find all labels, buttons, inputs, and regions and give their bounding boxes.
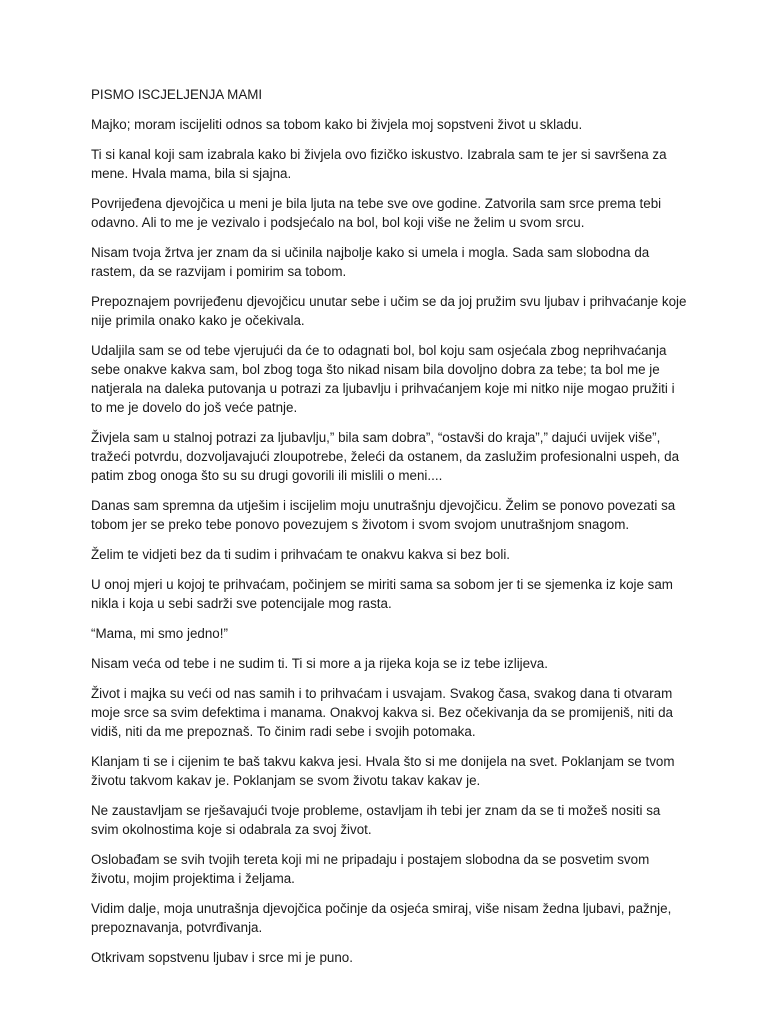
document-page <box>91 85 689 978</box>
paragraph: Udaljila sam se od tebe vjerujući da će to odagnati bol, bol koju sam osjećala zbog neprihvaćanja sebe onakve kakva sam, bol zbog toga što nikad nisam bila dovoljno dobra za tebe; ta bol me je natjerala na daleka putovanja u potrazi za ljubavlju i prihvaćanjem koje mi nitko nije mogao pružiti i to me je dovelo do još veće patnje. <box>91 343 675 415</box>
paragraph: Otkrivam sopstvenu ljubav i srce mi je puno. <box>91 950 353 965</box>
paragraph: U onoj mjeri u kojoj te prihvaćam, počinjem se miriti sama sa sobom jer ti se sjemenka iz koje sam nikla i koja u sebi sadrži sve potencijale mog rasta. <box>91 577 673 611</box>
paragraph: Povrijeđena djevojčica u meni je bila ljuta na tebe sve ove godine. Zatvorila sam srce prema tebi odavno. Ali to me je vezivalo i podsjećalo na bol, bol koji više ne želim u svom srcu. <box>91 196 662 230</box>
paragraph: Ti si kanal koji sam izabrala kako bi živjela ovo fizičko iskustvo. Izabrala sam te jer si savršena za mene. Hvala mama, bila si sjajna. <box>91 147 667 181</box>
paragraph: Klanjam ti se i cijenim te baš takvu kakva jesi. Hvala što si me donijela na svet. Poklanjam se tvom životu takvom kakav je. Poklanjam se svom životu takav kakav je. <box>91 754 675 788</box>
paragraph: Živjela sam u stalnoj potrazi za ljubavlju,” bila sam dobra”, “ostavši do kraja”,” dajući uvijek više”, tražeći potvrdu, dozvoljavajući zloupotrebe, želeći da ostanem, da zaslužim profesionalni uspeh, da patim zbog onoga što su su drugi govorili ili mislili o meni.... <box>91 430 680 483</box>
paragraph: Oslobađam se svih tvojih tereta koji mi ne pripadaju i postajem slobodna da se posvetim svom životu, mojim projektima i željama. <box>91 852 650 886</box>
paragraph: Danas sam spremna da utješim i iscijelim moju unutrašnju djevojčicu. Želim se ponovo povezati sa tobom jer se preko tebe ponovo povezujem s životom i svom svojom unutrašnjom snagom. <box>91 498 676 532</box>
paragraph: Život i majka su veći od nas samih i to prihvaćam i usvajam. Svakog časa, svakog dana ti otvaram moje srce sa svim defektima i manama. Onakvoj kakva si. Bez očekivanja da se promijeniš, niti da vidiš, niti da me prepoznaš. To činim radi sebe i svojih potomaka. <box>91 686 673 739</box>
paragraph: Nisam veća od tebe i ne sudim ti. Ti si more a ja rijeka koja se iz tebe izlijeva. <box>91 656 548 671</box>
paragraph: Nisam tvoja žrtva jer znam da si učinila najbolje kako si umela i mogla. Sada sam slobodna da rastem, da se razvijam i pomirim sa tobom. <box>91 245 650 279</box>
paragraph: Prepoznajem povrijeđenu djevojčicu unutar sebe i učim se da joj pružim svu ljubav i prihvaćanje koje nije primila onako kako je očekivala. <box>91 294 687 328</box>
paragraph: Vidim dalje, moja unutrašnja djevojčica počinje da osjeća smiraj, više nisam žedna ljubavi, pažnje, prepoznavanja, potvrđivanja. <box>91 901 672 935</box>
document-title: PISMO ISCJELJENJA MAMI <box>91 87 263 102</box>
paragraph: Želim te vidjeti bez da ti sudim i prihvaćam te onakvu kakva si bez boli. <box>91 547 511 562</box>
paragraph: Majko; moram iscijeliti odnos sa tobom kako bi živjela moj sopstveni život u skladu. <box>91 117 583 132</box>
paragraph: Ne zaustavljam se rješavajući tvoje probleme, ostavljam ih tebi jer znam da se ti možeš nositi sa svim okolnostima koje si odabrala za svoj život. <box>91 803 661 837</box>
paragraph: “Mama, mi smo jedno!” <box>91 626 228 641</box>
